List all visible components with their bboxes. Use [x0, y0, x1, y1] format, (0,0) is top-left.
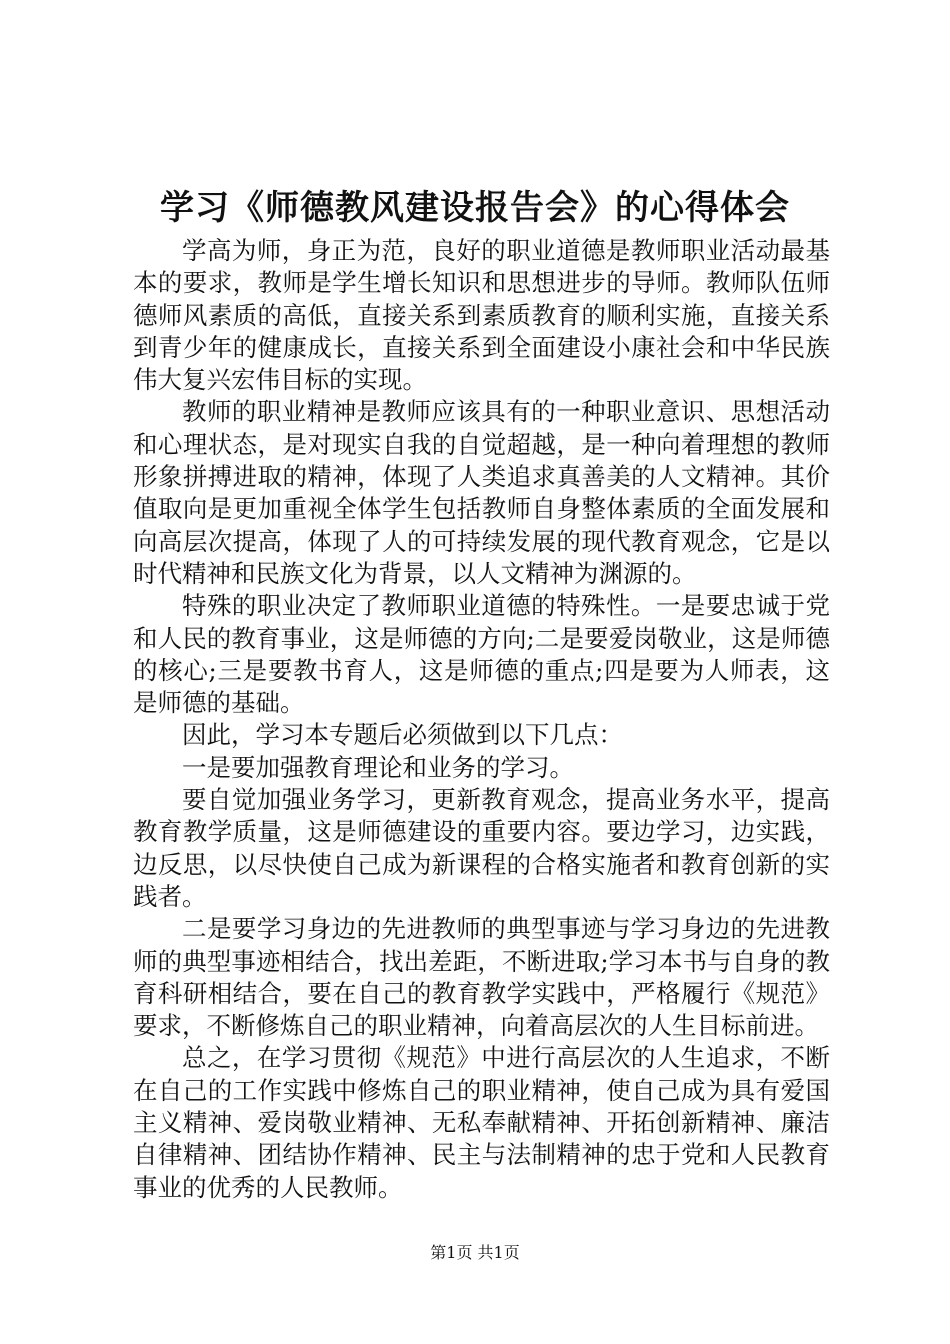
paragraph-1: 学高为师，身正为范，良好的职业道德是教师职业活动最基本的要求，教师是学生增长知识和思想进步的导师。教师队伍师德师风素质的高低，直接关系到素质教育的顺利实施，直接关系到青少年的健康成长，直接关系到全面建设小康社会和中华民族伟大复兴宏伟目标的实现。 [133, 236, 830, 395]
paragraph-5: 一是要加强教育理论和业务的学习。 [182, 752, 574, 782]
page-footer: 第1页 共1页 [430, 1243, 520, 1262]
paragraph-2: 教师的职业精神是教师应该具有的一种职业意识、思想活动和心理状态，是对现实自我的自觉超越，是一种向着理想的教师形象拼搏进取的精神，体现了人类追求真善美的人文精神。其价值取向是更加重视全体学生包括教师自身整体素质的全面发展和向高层次提高，体现了人的可持续发展的现代教育观念，它是以时代精神和民族文化为背景，以人文精神为渊源的。 [133, 397, 830, 588]
paragraph-6: 要自觉加强业务学习，更新教育观念，提高业务水平，提高教育教学质量，这是师德建设的重要内容。要边学习，边实践，边反思，以尽快使自己成为新课程的合格实施者和教育创新的实践者。 [133, 785, 830, 911]
paragraph-7: 二是要学习身边的先进教师的典型事迹与学习身边的先进教师的典型事迹相结合，找出差距，不断进取;学习本书与自身的教育科研相结合，要在自己的教育教学实践中，严格履行《规范》要求，不断修炼自己的职业精神，向着高层次的人生目标前进。 [133, 914, 830, 1041]
document-title: 学习《师德教风建设报告会》的心得体会 [160, 188, 790, 228]
document-body [133, 235, 830, 1204]
paragraph-4: 因此，学习本专题后必须做到以下几点： [182, 720, 623, 750]
paragraph-3: 特殊的职业决定了教师职业道德的特殊性。一是要忠诚于党和人民的教育事业，这是师德的方向;二是要爱岗敬业，这是师德的核心;三是要教书育人，这是师德的重点;四是要为人师表，这是师德的基础。 [133, 591, 830, 718]
paragraph-8: 总之，在学习贯彻《规范》中进行高层次的人生追求，不断在自己的工作实践中修炼自己的职业精神，使自己成为具有爱国主义精神、爱岗敬业精神、无私奉献精神、开拓创新精神、廉洁自律精神、团结协作精神、民主与法制精神的忠于党和人民教育事业的优秀的人民教师。 [133, 1043, 830, 1202]
